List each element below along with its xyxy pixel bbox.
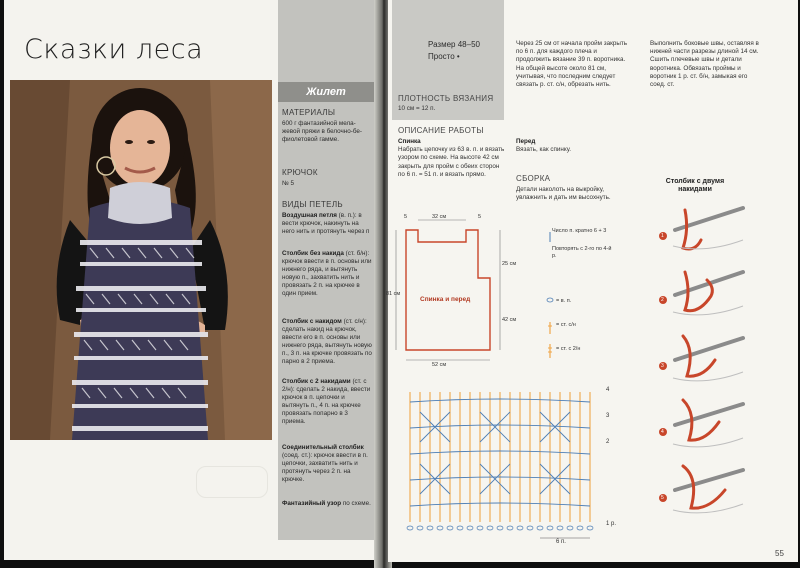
materials-heading: МАТЕРИАЛЫ [282,108,336,117]
stitch-air-title: Воздушная петля [282,212,337,219]
page-title: Сказки леса [24,34,204,65]
crochet-chart [404,382,616,542]
stitch-fancy [282,500,372,508]
sidebar-header: Жилет [278,82,374,102]
chart-row-1: 1 р. [606,521,617,527]
front-title: Перед [516,138,536,145]
stitch-dc [282,318,372,366]
stitch-dc2 [282,378,372,426]
assembly-text: Детали наколоть на выкройку, увлажнить и дать им высохнуть. [516,186,611,202]
dim-side-1: 25 см [502,261,517,267]
stitch-sc [282,250,372,298]
stitch-dc2-title: Столбик с 2 накидами [282,378,351,385]
hook-text: № 5 [282,180,295,187]
legend-chain: = в. п. [556,298,572,304]
stitch-air [282,212,372,236]
stitch-dc2-text: (ст. с 2/н): сделать 2 накида, ввести крючок в п. цепочки и вытянуть п., 4 п. на крючке провязать попарно в 3 приема. [282,378,371,425]
materials-text: 600 г фантазийной мела-жевой пряжи в белочно-бе-фиолетовой гамме. [282,120,363,143]
density-heading: ПЛОТНОСТЬ ВЯЗАНИЯ [398,94,494,103]
front-text: Вязать, как спинку. [516,146,571,154]
dim-bottom: 52 см [432,362,447,368]
stitch-fancy-text: по схеме. [342,500,371,507]
difficulty-label: Просто • [428,52,460,61]
back-title: Спинка [398,138,421,145]
stitch-slip-text: (соед. ст.): крючок ввести в п. цепочки, захватить нить и протянуть через 2 п. на крючке. [282,452,368,483]
stitch-slip [282,444,372,484]
decorative-stamp [196,466,268,498]
back-text: Набрать цепочку из 63 в. п. и вязать узором по схеме. На высоте 42 см закрыть для пройм с обеих сторон по 6 п. = 51 п. и вязать прямо. [398,146,505,178]
model-photo [10,80,272,440]
legend-repeat: Число п. кратно 6 + 3 [552,228,607,234]
pattern-piece-label: Спинка и перед [420,296,471,303]
back-section [398,138,506,179]
dim-right: 5 [478,214,482,220]
stitch-dc-title: Столбик с накидом [282,318,342,325]
hook-heading: КРЮЧОК [282,168,318,177]
stitch-sc-title: Столбик без накида [282,250,344,257]
pattern-outline [406,230,490,350]
chart-row-2: 2 [606,439,610,445]
chart-repeat-label: 6 п. [556,539,566,545]
legend-dc: = ст. с/н [556,322,576,328]
size-label: Размер 48–50 [428,40,480,49]
front-section [516,138,628,154]
step-number-3: 3 [661,363,664,369]
dim-left: 5 [404,214,408,220]
step-number-2: 2 [661,297,664,303]
density-text: 10 см = 12 п. [398,105,436,112]
steps-title: Столбик с двумя накидами [665,178,725,193]
step-number-5: 5 [661,495,664,501]
description-heading: ОПИСАНИЕ РАБОТЫ [398,126,484,135]
stitch-air-text: (в. п.): в вести крючок, накинуть на него нить и протянуть через п [282,212,370,235]
dim-side-2: 42 см [502,317,517,323]
chart-row-4: 4 [606,387,610,393]
page-number: 55 [775,549,784,558]
stitch-sc-text: (ст. б/н): крючок ввести в п. основы или нижнего ряда, и вытянуть новую п., захватить нить и провязать 2 п. на крючке в один прием. [282,250,372,297]
legend-dc2: = ст. с 2/н [556,346,581,352]
assembly-heading: СБОРКА [516,174,551,183]
stitch-fancy-title: Фантазийный узор [282,500,342,507]
legend-chain-symbol [547,298,553,302]
stitch-steps-illustration [655,200,750,530]
column3-text: Выполнить боковые швы, оставляя в нижней части разрезы длиной 14 см. Сшить плечевые швы и детали воротника. Обвязать проймы и воротник 1 р. ст. б/н, замыкая его соед. ст. [650,40,759,89]
model-illustration [10,80,272,440]
stitch-dc-text: (ст. с/н): сделать накид на крючок, ввести его в п. основы или нижнего ряда, вытянуть новую п., 3 п. на крючке провязать по парно в 2 приема. [282,318,372,365]
stitches-heading: ВИДЫ ПЕТЕЛЬ [282,200,343,209]
column2-text: Через 25 см от начала пройм закрыть по 6 п. для каждого плеча и продолжить вязание 39 п. воротника. На общей высоте около 81 см, учитывая, что последним следует связать р. ст. с/н, обрезать нить. [516,40,628,89]
chart-legend [540,222,630,372]
legend-rows: Повторять с 2-го по 4-й р. [552,246,612,259]
pattern-schematic [392,210,522,370]
step-number-1: 1 [661,233,664,239]
step-number-4: 4 [661,429,664,435]
stitch-slip-title: Соединительный столбик [282,444,364,451]
chart-row-3: 3 [606,413,610,419]
dim-side-total: 81 см [386,291,401,297]
dim-top: 32 см [432,214,447,220]
